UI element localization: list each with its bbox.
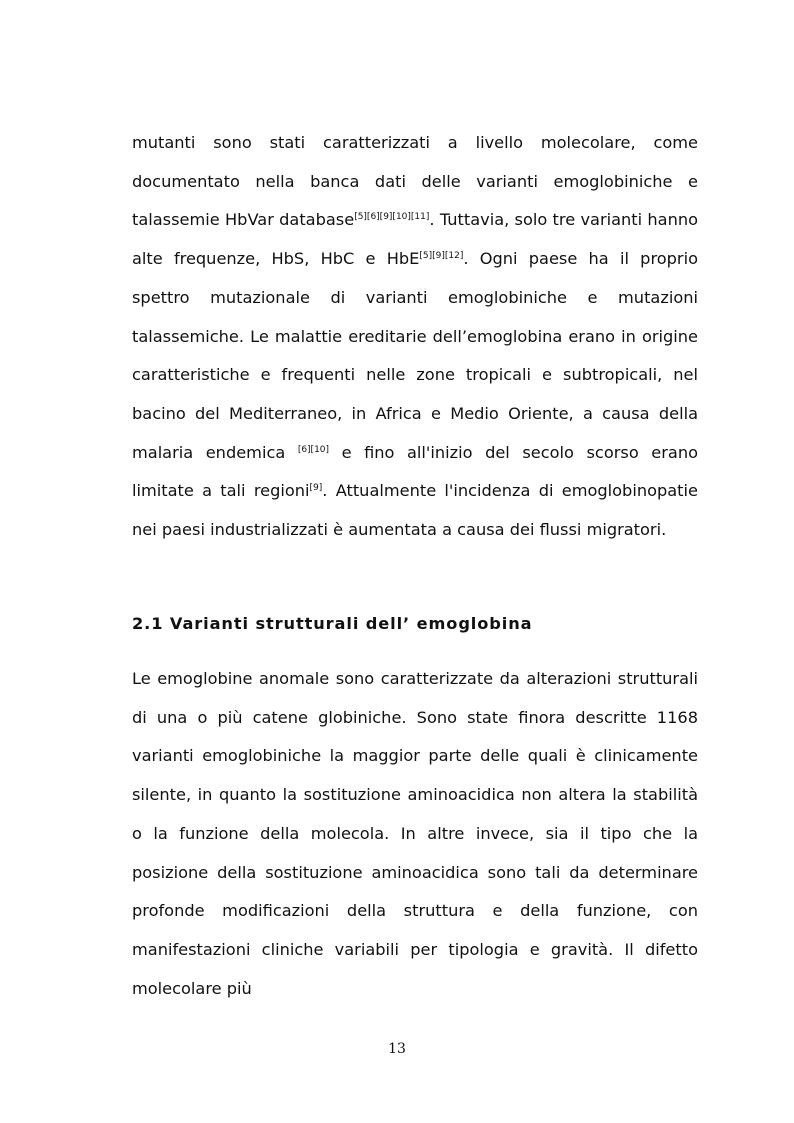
text-run: . Tuttavia, solo tre varianti hanno alte frequenze, HbS, HbC e HbE [132, 210, 698, 269]
paragraph-text [132, 124, 698, 550]
body-paragraph-1 [132, 124, 698, 550]
paragraph-text: Le emoglobine anomale sono caratterizzate da alterazioni strutturali di una o più catene globiniche. Sono state finora descritte 1168 varianti emoglobiniche la maggior parte delle quali è clinicamente silente, in quanto la sostituzione aminoacidica non altera la stabilità o la funzione della molecola. In altre invece, sia il tipo che la posizione della sostituzione aminoacidica sono tali da determinare profonde modificazioni della struttura e della funzione, con manifestazioni cliniche variabili per tipologia e gravità. Il difetto molecolare più [132, 669, 698, 998]
citation-reference: [6][10] [297, 444, 330, 455]
text-run: . Ogni paese ha il proprio spettro mutazionale di varianti emoglobiniche e mutazioni talassemiche. Le malattie ereditarie dell’emoglobina erano in origine caratteristiche e frequenti nelle zone tropicali e subtropicali, nel bacino del Mediterraneo, in Africa e Medio Oriente, a causa della malaria endemica [132, 249, 698, 462]
section-heading: 2.1 Varianti strutturali dell’ emoglobina [132, 614, 533, 633]
text-run: mutanti sono stati caratterizzati a livello molecolare, come documentato nella banca dati delle varianti emoglobiniche e talassemie HbVar database [132, 133, 698, 230]
citation-reference: [5][6][9][10][11] [354, 212, 430, 223]
text-run: . Attualmente l'incidenza di emoglobinopatie nei paesi industrializzati è aumentata a causa dei flussi migratori. [132, 481, 698, 540]
citation-reference: [9] [309, 483, 323, 494]
body-paragraph-2 [132, 660, 698, 1008]
citation-reference: [5][9][12] [419, 251, 464, 262]
text-run: e fino all'inizio del secolo scorso erano limitate a tali regioni [132, 442, 698, 501]
page-number: 13 [388, 1041, 406, 1057]
